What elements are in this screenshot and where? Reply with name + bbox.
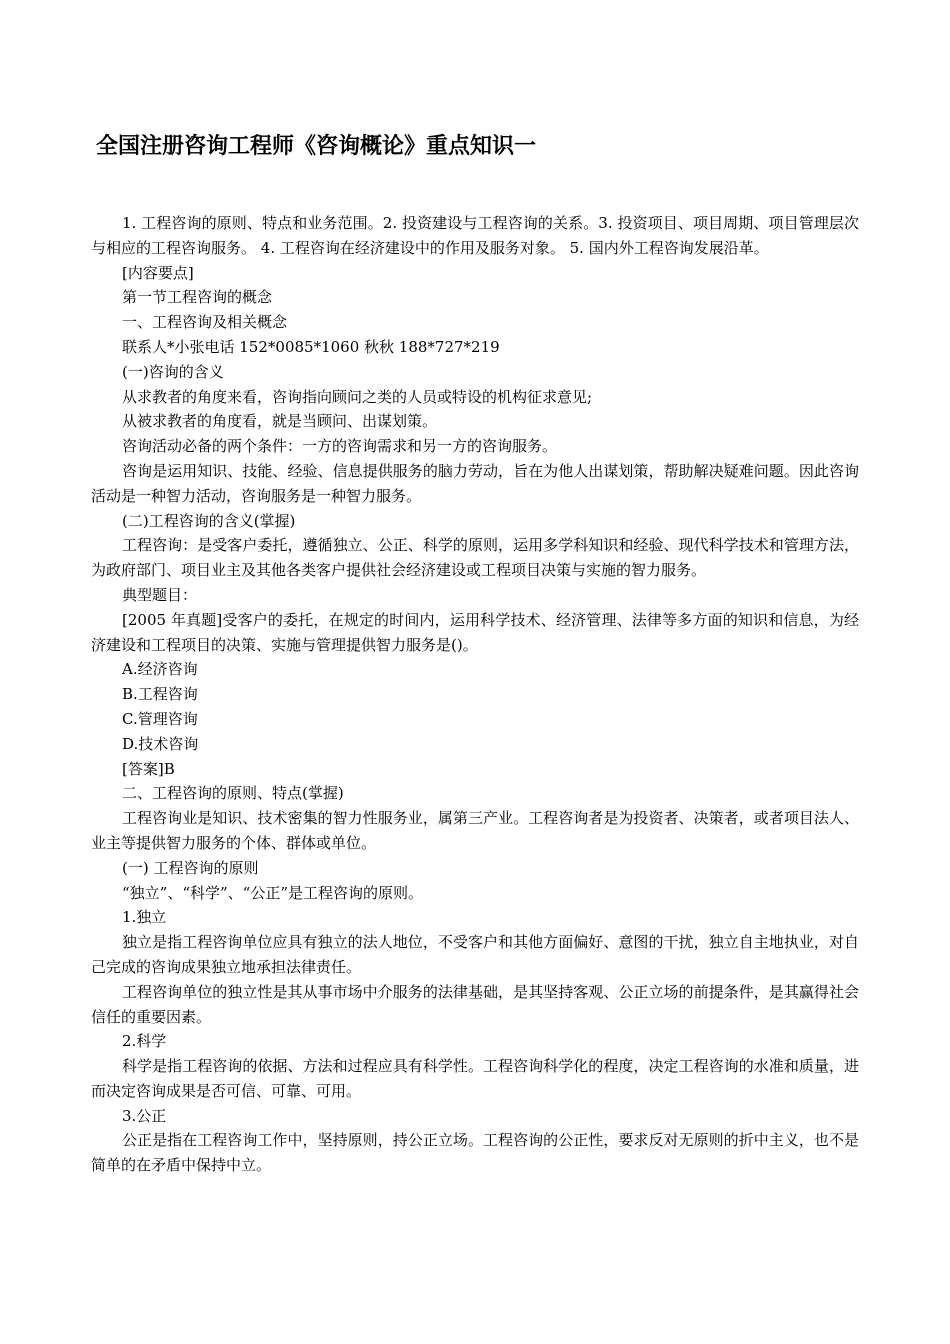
paragraph: 从求教者的角度来看，咨询指向顾问之类的人员或特设的机构征求意见; [122, 387, 593, 406]
answer-option-a: A.经济咨询 [122, 660, 198, 679]
item-heading-independence: 1.独立 [122, 908, 167, 927]
item-heading-fairness: 3.公正 [122, 1106, 167, 1125]
subsection-heading-2: 二、工程咨询的原则、特点(掌握) [122, 784, 344, 803]
paragraph: 咨询是运用知识、技能、经验、信息提供服务的脑力劳动，旨在为他人出谋划策，帮助解决疑难问题。因此咨询活动是一种智力活动，咨询服务是一种智力服务。 [91, 461, 859, 505]
paragraph: 公正是指在工程咨询工作中，坚持原则，持公正立场。工程咨询的公正性，要求反对无原则的折中主义，也不是简单的在矛盾中保持中立。 [91, 1131, 859, 1175]
paragraph: 从被求教者的角度看，就是当顾问、出谋划策。 [122, 412, 438, 431]
sub-heading-principles: (一) 工程咨询的原则 [122, 858, 259, 877]
exam-question: [2005 年真题]受客户的委托，在规定的时间内，运用科学技术、经济管理、法律等多方面的知识和信息，为经济建设和工程项目的决策、实施与管理提供智力服务是()。 [91, 610, 859, 654]
answer-option-c: C.管理咨询 [122, 709, 198, 728]
answer-key: [答案]B [122, 759, 175, 778]
answer-option-d: D.技术咨询 [122, 734, 199, 753]
paragraph: 工程咨询单位的独立性是其从事市场中介服务的法律基础，是其坚持客观、公正立场的前提条件，是其赢得社会信任的重要因素。 [91, 982, 859, 1026]
paragraph-intro: 1. 工程咨询的原则、特点和业务范围。2. 投资建设与工程咨询的关系。3. 投资项目、项目周期、项目管理层次与相应的工程咨询服务。 4. 工程咨询在经济建设中的作用及服务对象。 5. 国内外工程咨询发展沿革。 [91, 214, 859, 257]
paragraph-content-points: [内容要点] [122, 263, 194, 282]
paragraph: “独立”、“科学”、“公正”是工程咨询的原则。 [122, 883, 424, 902]
contact-line: 联系人*小张电话 152*0085*1060 秋秋 188*727*219 [122, 337, 500, 356]
answer-option-b: B.工程咨询 [122, 685, 198, 704]
paragraph: 工程咨询：是受客户委托，遵循独立、公正、科学的原则，运用多学科知识和经验、现代科学技术和管理方法，为政府部门、项目业主及其他各类客户提供社会经济建设或工程项目决策与实施的智力服务。 [91, 536, 859, 580]
section-heading-1: 第一节工程咨询的概念 [122, 288, 273, 307]
document-body [91, 211, 859, 1178]
example-label: 典型题目： [122, 585, 198, 604]
subsection-heading-1: 一、工程咨询及相关概念 [122, 313, 288, 332]
paragraph: 独立是指工程咨询单位应具有独立的法人地位，不受客户和其他方面偏好、意图的干扰，独立自主地执业，对自己完成的咨询成果独立地承担法律责任。 [91, 933, 859, 976]
paragraph: 咨询活动必备的两个条件：一方的咨询需求和另一方的咨询服务。 [122, 437, 558, 456]
document-title: 全国注册咨询工程师《咨询概论》重点知识一 [96, 134, 537, 159]
paragraph: 工程咨询业是知识、技术密集的智力性服务业，属第三产业。工程咨询者是为投资者、决策者，或者项目法人、业主等提供智力服务的个体、群体或单位。 [91, 809, 859, 852]
sub-heading-engineering-consulting-meaning: (二)工程咨询的含义(掌握) [122, 511, 296, 530]
item-heading-science: 2.科学 [122, 1032, 167, 1051]
paragraph: 科学是指工程咨询的依据、方法和过程应具有科学性。工程咨询科学化的程度，决定工程咨询的水准和质量，进而决定咨询成果是否可信、可靠、可用。 [91, 1057, 859, 1100]
sub-heading-consulting-meaning: (一)咨询的含义 [122, 362, 224, 381]
